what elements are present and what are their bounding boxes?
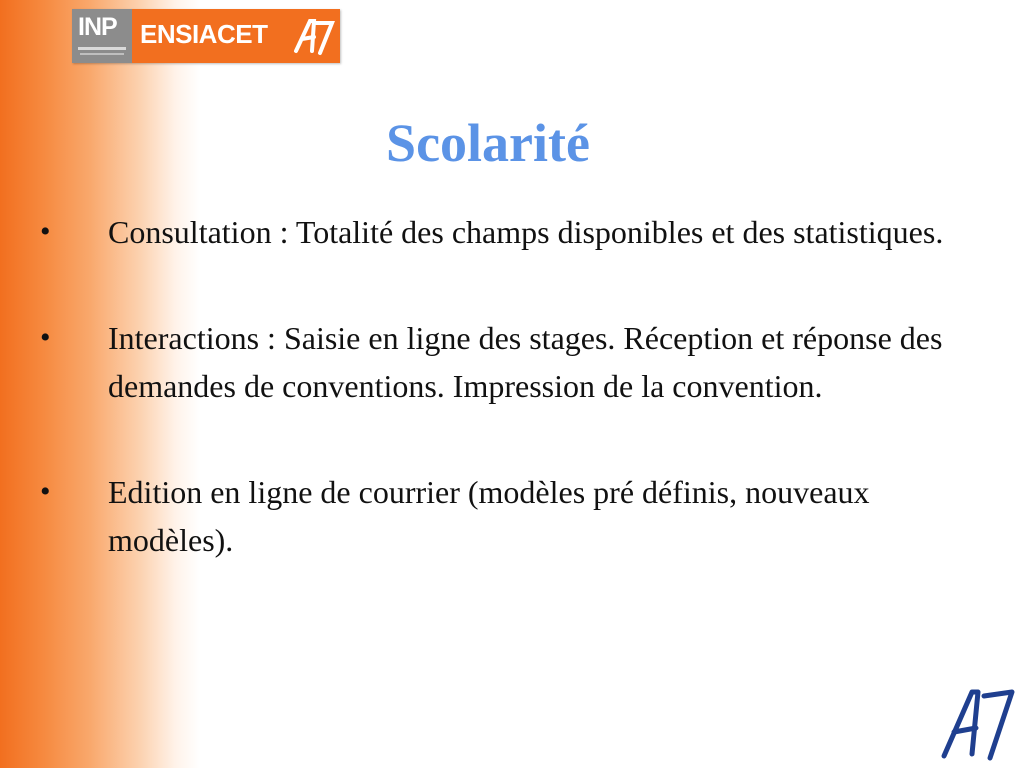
- slide-title: [0, 112, 1000, 174]
- inp-logo-text: INP: [78, 13, 117, 41]
- institution-logo: [72, 9, 340, 63]
- bullet-text: Edition en ligne de courrier (modèles pré définis, nouveaux modèles).: [108, 474, 870, 558]
- a7-corner-logo-icon: [938, 680, 1018, 764]
- bullet-dot-icon: •: [40, 475, 51, 508]
- bullet-item-interactions: [40, 314, 980, 410]
- bullet-list: [40, 208, 980, 622]
- slide-title-text: Scolarité: [386, 113, 590, 173]
- ensiacet-logo-text: ENSIACET: [140, 19, 268, 49]
- bullet-item-edition: [40, 468, 980, 564]
- bullet-dot-icon: •: [40, 215, 51, 248]
- ensiacet-logo-block: [132, 9, 340, 63]
- inp-logo-underline: [78, 47, 126, 50]
- bullet-item-consultation: [40, 208, 980, 256]
- a7-mark-icon: [292, 15, 336, 57]
- bullet-text: Consultation : Totalité des champs disponibles et des statistiques.: [108, 214, 944, 250]
- bullet-text: Interactions : Saisie en ligne des stages. Réception et réponse des demandes de conventions. Impression de la convention.: [108, 320, 943, 404]
- inp-logo-underline-2: [80, 53, 124, 55]
- inp-logo-block: [72, 9, 132, 63]
- bullet-dot-icon: •: [40, 321, 51, 354]
